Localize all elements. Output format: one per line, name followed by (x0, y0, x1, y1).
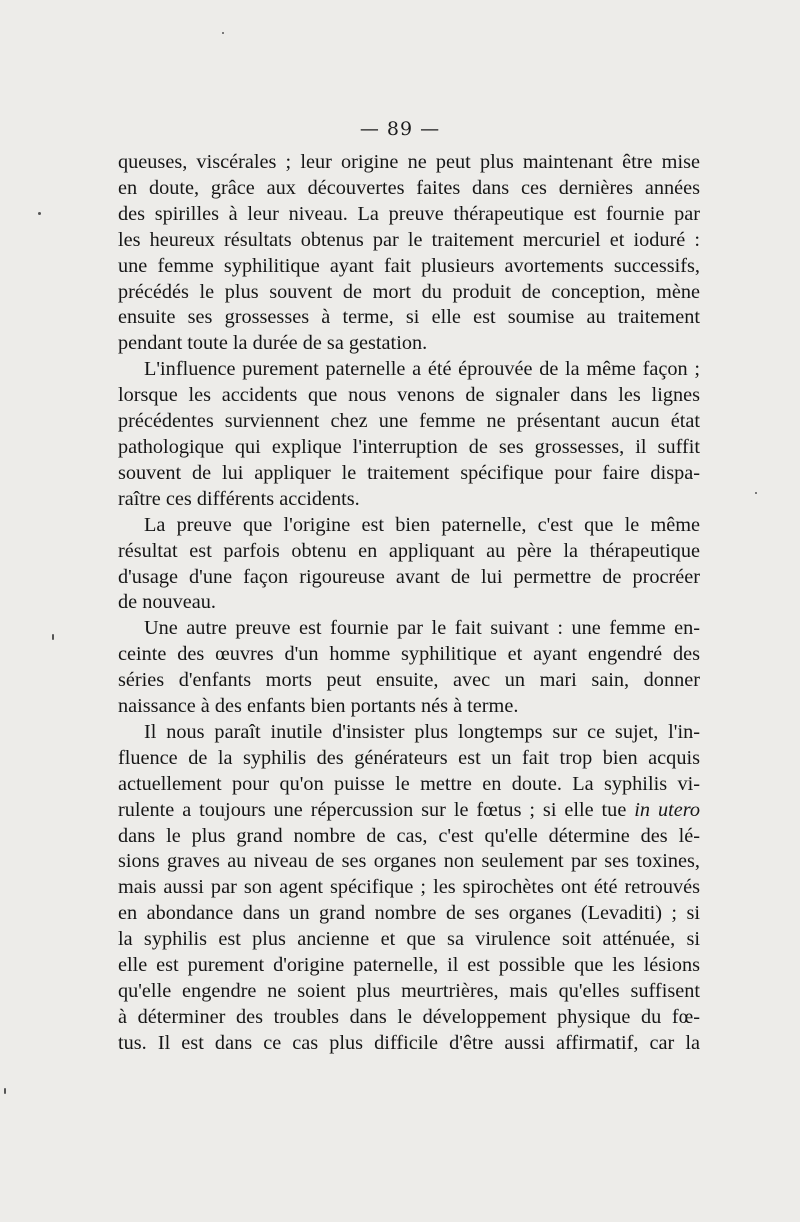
text-line: de nouveau. (118, 591, 216, 614)
text-line: Une autre preuve est fournie par le fait suivant : une femme en- (144, 617, 700, 640)
italic-phrase: in utero (634, 798, 700, 821)
paragraph-3 (118, 513, 700, 617)
text-line: séries d'enfants morts peut ensuite, avec un mari sain, donner (118, 669, 700, 692)
text-line: actuellement pour qu'on puisse le mettre en doute. La syphilis vi- (118, 772, 700, 795)
text-line: queuses, viscérales ; leur origine ne peut plus maintenant être mise (118, 151, 700, 173)
text-line: une femme syphilitique ayant fait plusieurs avortements successifs, (118, 254, 700, 277)
scan-speck (52, 634, 54, 640)
text-line: des spirilles à leur niveau. La preuve thérapeutique est fournie par (118, 202, 700, 225)
text-line: ceinte des œuvres d'un homme syphilitique et ayant engendré des (118, 643, 700, 666)
scan-speck (755, 492, 757, 494)
paragraph-4 (118, 616, 700, 720)
text-line: souvent de lui appliquer le traitement spécifique pour faire dispa- (118, 461, 700, 484)
page-number: — 89 — (359, 118, 441, 140)
body-text (118, 150, 700, 1057)
text-line: fluence de la syphilis des générateurs est un fait trop bien acquis (118, 746, 700, 769)
text-line: ensuite ses grossesses à terme, si elle est soumise au traitement (118, 306, 700, 329)
text-line-with-italic (118, 798, 700, 824)
text-line: à déterminer des troubles dans le développement physique du fœ- (118, 1005, 700, 1028)
text-line: elle est purement d'origine paternelle, il est possible que les lésions (118, 954, 700, 977)
text-line: lorsque les accidents que nous venons de signaler dans les lignes (118, 384, 700, 407)
text-line: naissance à des enfants bien portants nés à terme. (118, 695, 519, 718)
paragraph-5 (118, 720, 700, 1057)
text-line: pendant toute la durée de sa gestation. (118, 332, 428, 355)
text-line: en abondance dans un grand nombre de ses organes (Levaditi) ; si (118, 902, 700, 925)
text-line: résultat est parfois obtenu en appliquant au père la thérapeutique (118, 539, 700, 562)
text-line: sions graves au niveau de ses organes non seulement par ses toxines, (118, 850, 700, 873)
text-line: dans le plus grand nombre de cas, c'est qu'elle détermine des lé- (118, 824, 700, 847)
text-line: La preuve que l'origine est bien paternelle, c'est que le même (144, 513, 700, 536)
text-line: mais aussi par son agent spécifique ; les spirochètes ont été retrouvés (118, 876, 700, 899)
text-line: précédés le plus souvent de mort du produit de conception, mène (118, 280, 700, 303)
scan-speck (4, 1088, 6, 1094)
text-line: d'usage d'une façon rigoureuse avant de lui permettre de procréer (118, 565, 700, 588)
text-line: en doute, grâce aux découvertes faites dans ces dernières années (118, 176, 700, 199)
text-line: Il nous paraît inutile d'insister plus longtemps sur ce sujet, l'in- (144, 720, 700, 743)
scan-speck (38, 212, 41, 215)
scan-speck (222, 32, 224, 34)
text-line: tus. Il est dans ce cas plus difficile d'être aussi affirmatif, car la (118, 1031, 700, 1054)
text-line: pathologique qui explique l'interruption de ses grossesses, il suffit (118, 435, 700, 458)
paragraph-2 (118, 357, 700, 512)
paragraph-1 (118, 150, 700, 357)
text-line: raître ces différents accidents. (118, 487, 360, 510)
text-line: qu'elle engendre ne soient plus meurtrières, mais qu'elles suffisent (118, 980, 700, 1002)
text-line: L'influence purement paternelle a été éprouvée de la même façon ; (144, 358, 700, 381)
text-line: la syphilis est plus ancienne et que sa virulence soit atténuée, si (118, 928, 700, 951)
text-line: précédentes surviennent chez une femme ne présentant aucun état (118, 410, 700, 433)
text-fragment: rulente a toujours une répercussion sur le fœtus ; si elle tue (118, 798, 627, 821)
text-line: les heureux résultats obtenus par le traitement mercuriel et ioduré : (118, 228, 700, 251)
